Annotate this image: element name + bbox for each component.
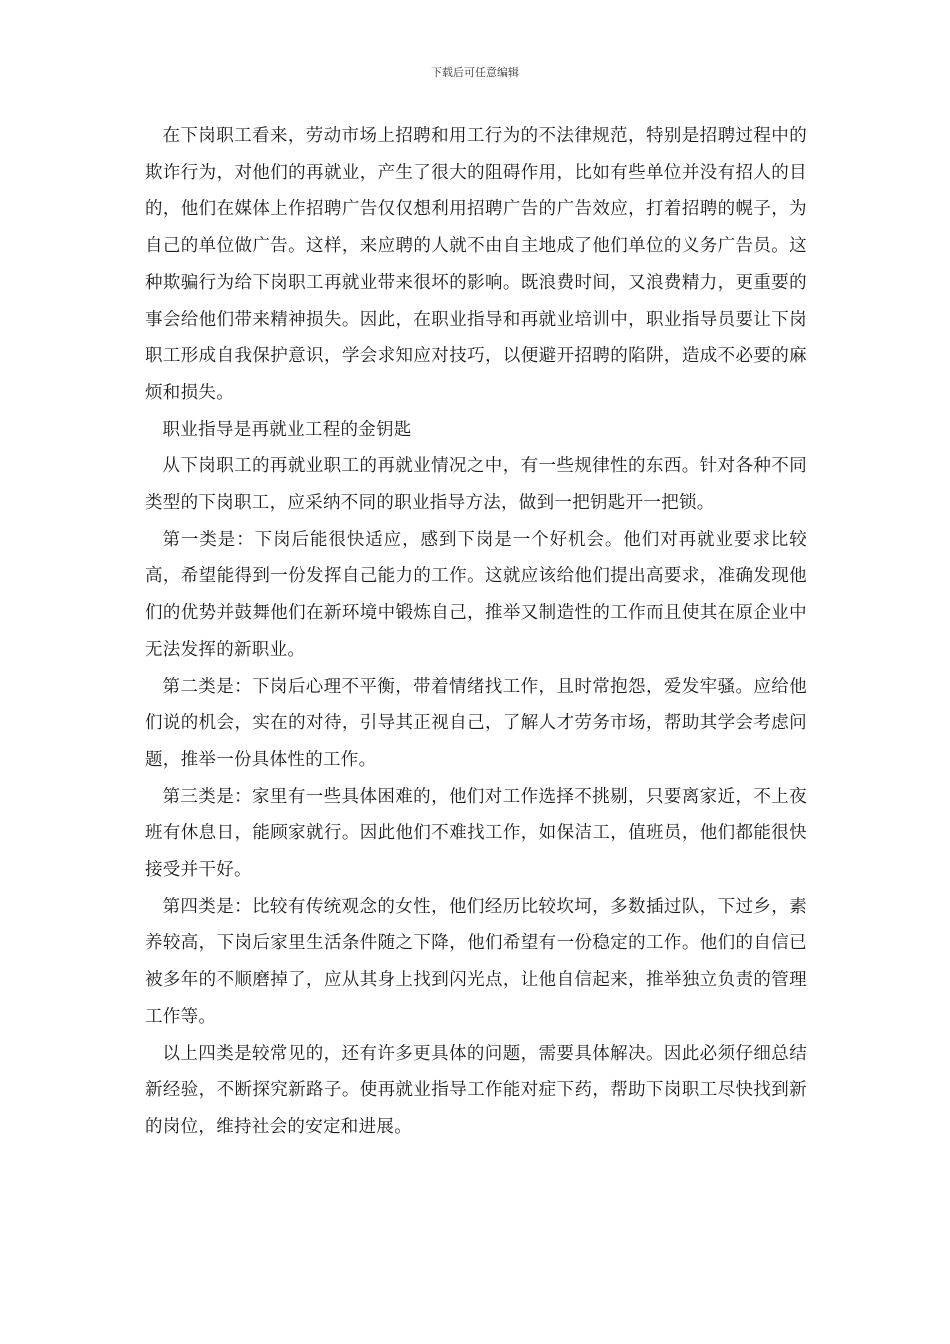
- paragraph-type-two: 第二类是：下岗后心理不平衡，带着情绪找工作，且时常抱怨，爱发牢骚。应给他们说的机会，实在的对待，引导其正视自己，了解人才劳务市场，帮助其学会考虑问题，推举一份具体性的工作。: [145, 676, 807, 770]
- paragraph-conclusion: 以上四类是较常见的，还有许多更具体的问题，需要具体解决。因此必须仔细总结新经验，不断探究新路子。使再就业指导工作能对症下药，帮助下岗职工尽快找到新的岗位，维持社会的安定和进展。: [145, 1043, 807, 1137]
- paragraph-type-four: 第四类是：比较有传统观念的女性，他们经历比较坎坷，多数插过队，下过乡，素养较高，下岗后家里生活条件随之下降，他们希望有一份稳定的工作。他们的自信已被多年的不顺磨掉了，应从其身上找到闪光点，让他自信起来，推举独立负责的管理工作等。: [145, 896, 807, 1027]
- paragraph-intro: 在下岗职工看来，劳动市场上招聘和用工行为的不法律规范，特别是招聘过程中的欺诈行为，对他们的再就业，产生了很大的阻碍作用，比如有些单位并没有招人的目的，他们在媒体上作招聘广告仅仅想利用招聘广告的广告效应，打着招聘的幌子，为自己的单位做广告。这样，来应聘的人就不由自主地成了他们单位的义务广告员。这种欺骗行为给下岗职工再就业带来很坏的影响。既浪费时间，又浪费精力，更重要的事会给他们带来精神损失。因此，在职业指导和再就业培训中，职业指导员要让下岗职工形成自我保护意识，学会求知应对技巧，以便避开招聘的陷阱，造成不必要的麻烦和损失。: [145, 126, 807, 403]
- paragraph-type-one: 第一类是：下岗后能很快适应，感到下岗是一个好机会。他们对再就业要求比较高，希望能得到一份发挥自己能力的工作。这就应该给他们提出高要求，准确发现他们的优势并鼓舞他们在新环境中锻炼自己，推举又制造性的工作而且使其在原企业中无法发挥的新职业。: [145, 529, 807, 660]
- page-header: 下载后可任意编辑: [431, 66, 519, 79]
- paragraph-type-three: 第三类是：家里有一些具体困难的，他们对工作选择不挑剔，只要离家近，不上夜班有休息日，能顾家就行。因此他们不难找工作，如保洁工，值班员，他们都能很快接受并干好。: [145, 786, 807, 881]
- paragraph-overview: 从下岗职工的再就业职工的再就业情况之中，有一些规律性的东西。针对各种不同类型的下岗职工，应采纳不同的职业指导方法，做到一把钥匙开一把锁。: [145, 456, 807, 514]
- section-heading: 职业指导是再就业工程的金钥匙: [162, 419, 412, 440]
- document-body: [145, 118, 807, 1146]
